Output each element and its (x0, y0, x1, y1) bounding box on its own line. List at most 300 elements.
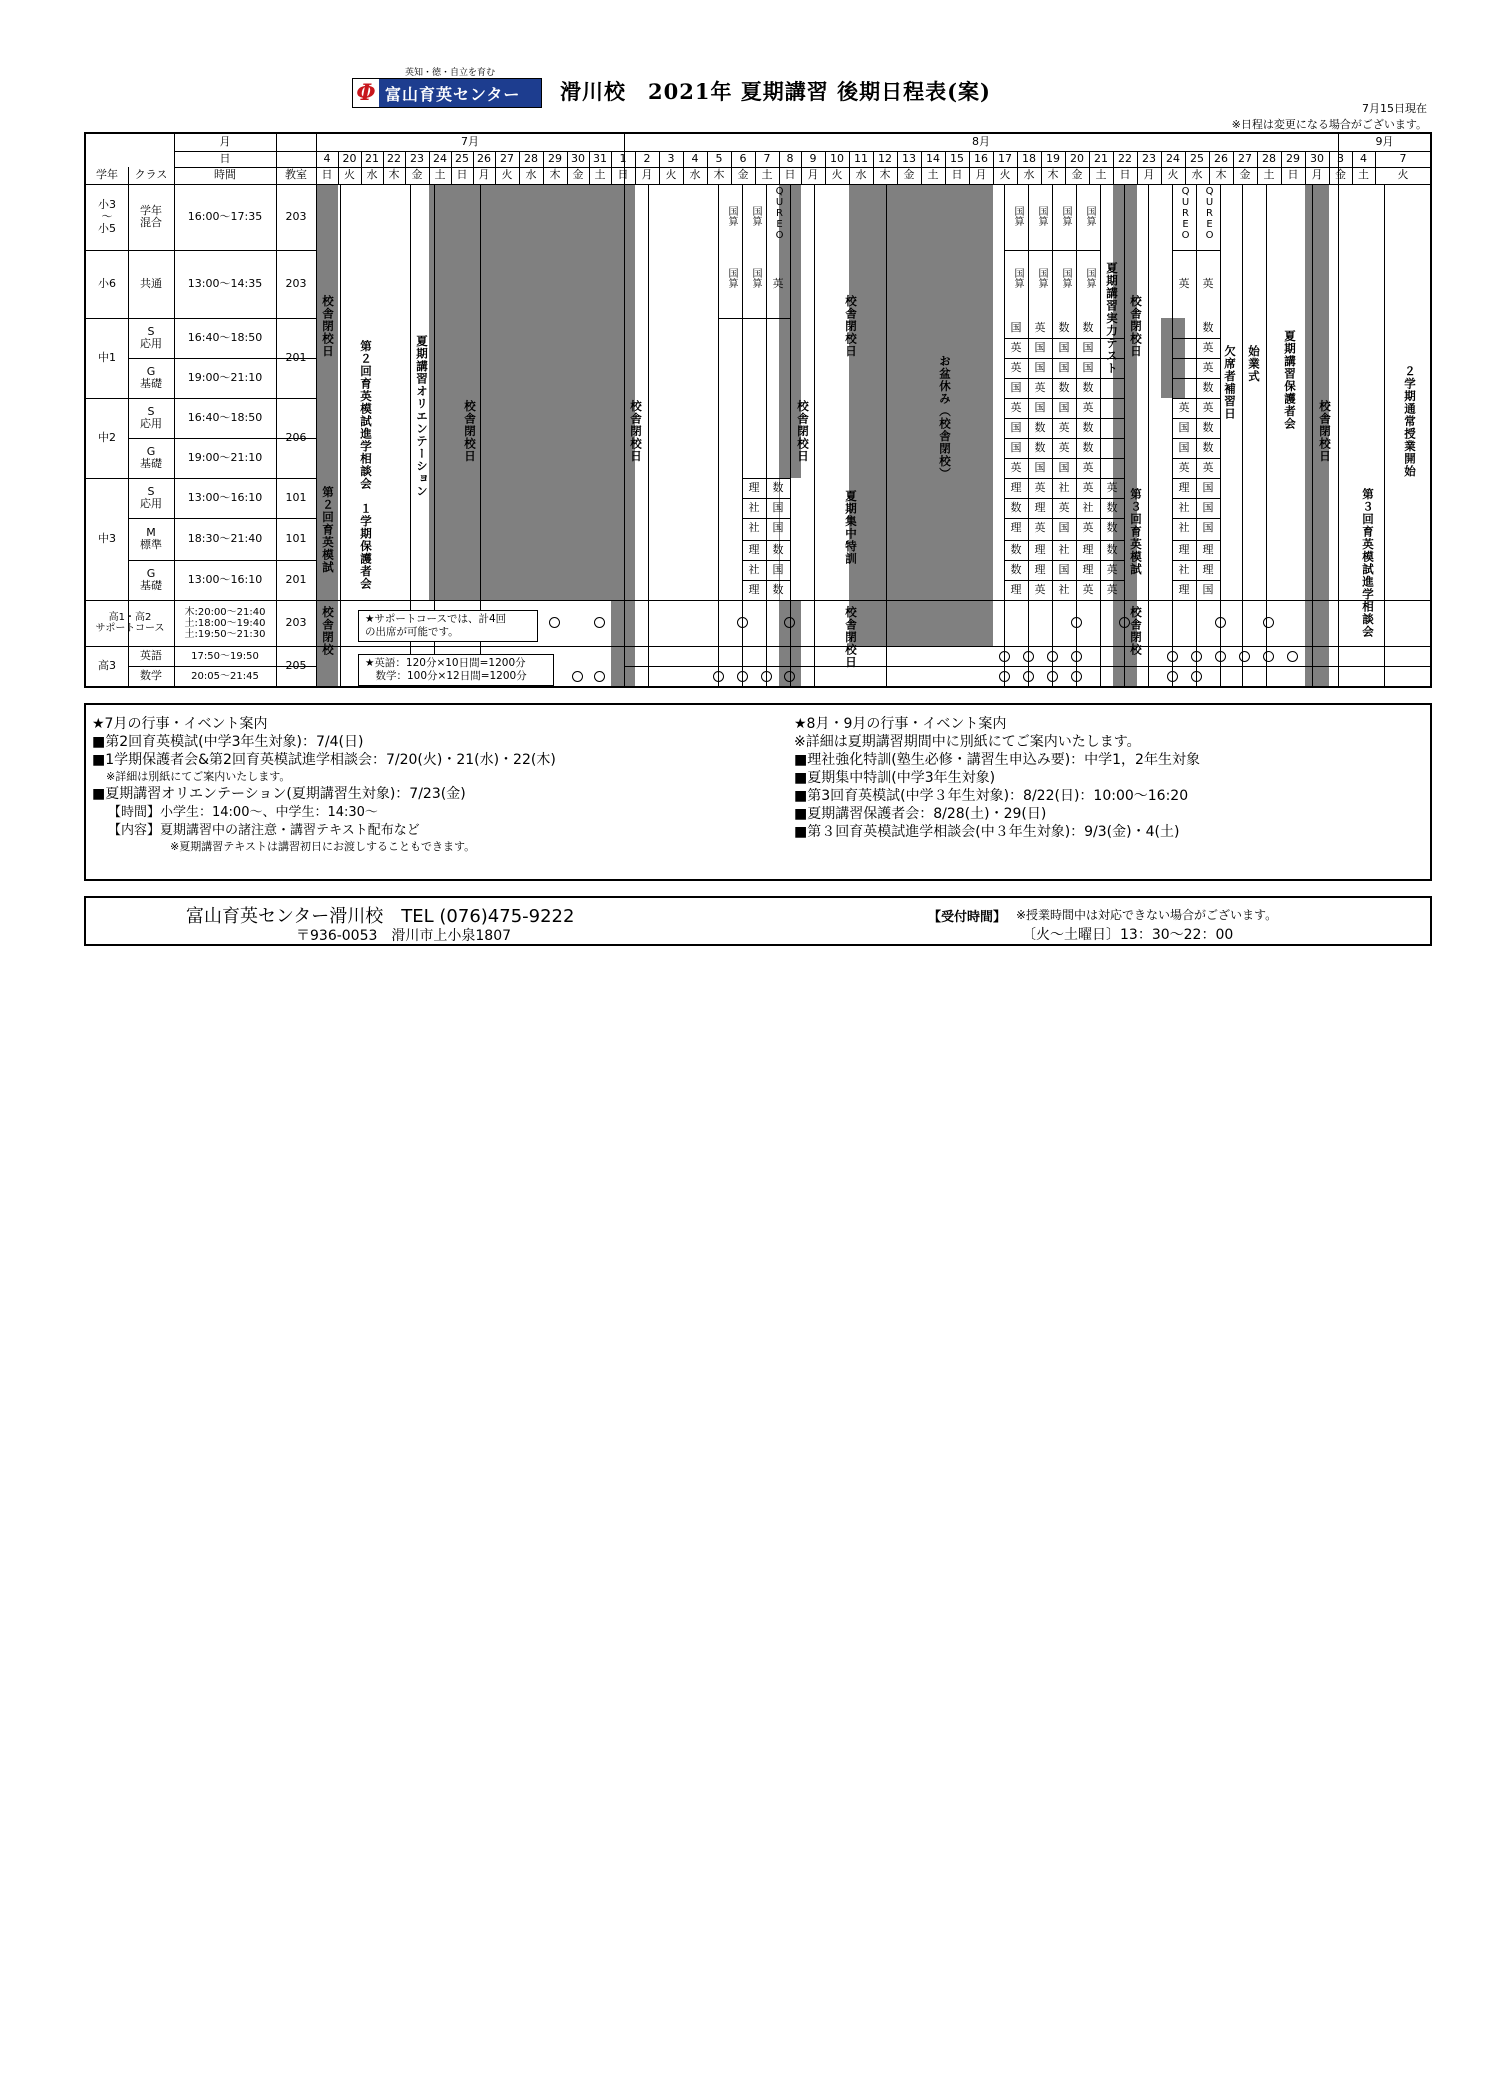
weekday: 金 (1239, 168, 1251, 182)
weekday: 日 (951, 168, 963, 182)
grid-line (1100, 184, 1101, 686)
attendance-circle (1119, 617, 1130, 628)
weekday: 火 (999, 168, 1011, 182)
weekday: 日 (617, 168, 629, 182)
closed-col-jul24 (429, 184, 451, 600)
weekday: 木 (1215, 168, 1227, 182)
class-label: 英語 (140, 648, 162, 662)
subject-cell: 数 (1106, 520, 1118, 534)
grid-line (316, 646, 1431, 647)
subject-cell: 理 (1082, 542, 1094, 556)
grid-line (766, 184, 767, 686)
obon-label: お盆休み（校舎閉校） (938, 355, 952, 480)
subject-cell: 国 (1082, 340, 1094, 354)
closed-col-jul25-31 (451, 184, 611, 600)
subject-cell: 国 (1202, 582, 1214, 596)
jitsuryoku-label: 夏期講習実力テスト (1105, 262, 1119, 375)
closed-day-label: 校舎閉校日 (321, 295, 335, 358)
subject-cell: 英 (772, 276, 784, 290)
attendance-circle (1071, 671, 1082, 682)
day-number: 18 (1022, 151, 1036, 165)
subject-cell: 理 (1178, 480, 1190, 494)
attendance-circle (784, 617, 795, 628)
room-number: 101 (285, 490, 307, 504)
subject-cell: 国算 (726, 268, 737, 288)
subject-cell: 英 (1082, 582, 1094, 596)
room-number: 203 (285, 615, 307, 629)
reception-hours: 〔火〜土曜日〕13：30〜22：00 (1022, 927, 1234, 943)
day-number: 19 (1046, 151, 1060, 165)
weekday: 水 (855, 168, 867, 182)
day-number: 13 (902, 151, 916, 165)
subject-cell: 国 (1010, 320, 1022, 334)
subject-cell: 数 (1106, 542, 1118, 556)
attendance-circle (737, 671, 748, 682)
month-label-aug: 8月 (972, 135, 990, 149)
quero-label: QUREO (1180, 186, 1191, 241)
day-number: 3 (1337, 151, 1344, 165)
subject-cell: 理 (748, 582, 760, 596)
subject-cell: 国算 (1012, 268, 1023, 288)
day-number: 20 (342, 151, 357, 165)
weekday: 月 (478, 168, 490, 182)
moshi2-label: 第２回育英模試 (321, 486, 335, 574)
day-number: 21 (1094, 151, 1108, 165)
attendance-circle (1215, 617, 1226, 628)
time-slot: 19:00〜21:10 (187, 450, 263, 464)
attendance-circle (761, 671, 772, 682)
quero-label: QUREO (1204, 186, 1215, 241)
grid-line (1004, 250, 1100, 251)
day-number: 4 (1360, 151, 1367, 165)
attendance-circle (1071, 651, 1082, 662)
weekday: 金 (411, 168, 423, 182)
subject-cell: 国 (772, 562, 784, 576)
attendance-circle (1071, 617, 1082, 628)
subject-cell: 国算 (726, 206, 737, 226)
subject-cell: 英 (1178, 460, 1190, 474)
weekday: 金 (1071, 168, 1083, 182)
attendance-circle (1023, 651, 1034, 662)
weekday: 木 (549, 168, 561, 182)
event-info-box (84, 703, 1432, 881)
subject-cell: 数 (1034, 420, 1046, 434)
subject-cell: 英 (1058, 500, 1070, 514)
weekday: 日 (456, 168, 468, 182)
subject-cell: 社 (1082, 500, 1094, 514)
subject-cell: 英 (1034, 380, 1046, 394)
class-label: S 応用 (140, 484, 162, 510)
subject-cell: 国算 (750, 268, 761, 288)
day-number: 1 (619, 151, 627, 165)
attendance-circle (549, 617, 560, 628)
time-slot: 18:30〜21:40 (187, 531, 263, 545)
july-item: ■第2回育英模試(中学3年生対象)：7/4(日) (92, 734, 364, 750)
room-number: 206 (285, 430, 307, 444)
subject-cell: 英 (1178, 276, 1190, 290)
subject-cell: 社 (748, 500, 760, 514)
subject-cell: 理 (1178, 582, 1190, 596)
room-number: 203 (285, 276, 307, 290)
aug-item: ■理社強化特訓(塾生必修・講習生申込み要)：中学1，2年生対象 (794, 752, 1200, 768)
weekday: 木 (879, 168, 891, 182)
attendance-circle (713, 671, 724, 682)
subject-cell: 英 (1202, 360, 1214, 374)
subject-cell: 数 (772, 480, 784, 494)
subject-cell: 英 (1010, 460, 1022, 474)
subject-cell: 社 (1178, 562, 1190, 576)
weekday: 土 (1095, 168, 1107, 182)
weekday: 火 (344, 168, 355, 182)
aug-item: ※詳細は夏期講習期間中に別紙にてご案内いたします。 (794, 734, 1141, 750)
subject-cell: 社 (748, 520, 760, 534)
day-number: 22 (387, 151, 401, 165)
closed-day-label: 校舎閉校日 (844, 295, 858, 358)
aug-item: ■第３回育英模試進学相談会(中３年生対象)：9/3(金)・4(土) (794, 824, 1180, 840)
time-slot: 16:00〜17:35 (187, 209, 263, 223)
hours-label: 【受付時間】 (928, 910, 1007, 925)
subject-cell: 国算 (1012, 206, 1023, 226)
subject-cell: 数 (1202, 440, 1214, 454)
weekday: 土 (594, 168, 606, 182)
subject-cell: 理 (1034, 542, 1046, 556)
subject-cell: 英 (1082, 400, 1094, 414)
day-number: 26 (477, 151, 491, 165)
weekday: 木 (713, 168, 725, 182)
time-slot: 木:20:00〜21:40 土:18:00〜19:40 土:19:50〜21:30 (184, 606, 266, 640)
weekday: 月 (1311, 168, 1323, 182)
subject-cell: 数 (1082, 320, 1094, 334)
grade-label: 小3 〜 小5 (98, 197, 116, 236)
weekday: 金 (572, 168, 584, 182)
subject-cell: 数 (1010, 542, 1022, 556)
room-number: 205 (285, 658, 307, 672)
day-number: 20 (1070, 151, 1084, 165)
subject-cell: 英 (1106, 582, 1118, 596)
attendance-circle (1287, 651, 1298, 662)
closed-day-label: 校舎閉校 (321, 606, 335, 656)
quero-label: QUREO (774, 186, 785, 241)
subject-cell: 国 (1010, 380, 1022, 394)
grid-line (790, 184, 791, 686)
subject-cell: 国算 (1036, 268, 1047, 288)
grid-line (1242, 184, 1243, 686)
logo-mark-icon: Φ (353, 79, 379, 107)
subject-cell: 国 (772, 500, 784, 514)
support-callout: ★サポートコースでは、計4回 の出席が可能です。 (358, 610, 538, 642)
weekday: 日 (784, 168, 796, 182)
subject-cell: 社 (1178, 520, 1190, 534)
weekday: 水 (1023, 168, 1035, 182)
subject-cell: 社 (1058, 480, 1070, 494)
july-time: 【時間】小学生：14:00〜、中学生：14:30〜 (108, 805, 378, 820)
time-slot: 13:00〜14:35 (187, 276, 263, 290)
subject-cell: 国 (1178, 420, 1190, 434)
shuchu-label: 夏期集中特訓 (844, 490, 858, 565)
day-number: 14 (926, 151, 940, 165)
aug-heading: ★8月・9月の行事・イベント案内 (794, 716, 1007, 732)
weekday: 金 (1335, 168, 1346, 182)
day-number: 25 (1190, 151, 1204, 165)
day-number: 25 (455, 151, 469, 165)
grid-line (316, 134, 317, 686)
subject-cell: 数 (1202, 320, 1214, 334)
subject-cell: 国 (1058, 460, 1070, 474)
hogosha2-label: 夏期講習保護者会 (1283, 330, 1297, 430)
subject-cell: 英 (1058, 440, 1070, 454)
attendance-circle (999, 671, 1010, 682)
subject-cell: 国算 (1036, 206, 1047, 226)
school-address: 〒936-0053 滑川市上小泉1807 (296, 928, 512, 944)
time-slot: 16:40〜18:50 (187, 410, 263, 424)
attendance-circle (1023, 671, 1034, 682)
subject-cell: 国算 (1084, 206, 1095, 226)
july-content: 【内容】夏期講習中の諸注意・講習テキスト配布など (108, 823, 420, 838)
grid-line (340, 184, 341, 686)
weekday: 土 (761, 168, 773, 182)
subject-cell: 数 (772, 582, 784, 596)
weekday: 火 (665, 168, 677, 182)
subject-cell: 数 (1202, 420, 1214, 434)
attendance-circle (1167, 671, 1178, 682)
aug-item: ■夏期集中特訓(中学3年生対象) (794, 770, 996, 786)
grade-label: 中3 (98, 531, 116, 545)
weekday: 金 (903, 168, 915, 182)
room-number: 203 (285, 209, 307, 223)
subject-cell: 国算 (1084, 268, 1095, 288)
attendance-circle (1215, 651, 1226, 662)
subject-cell: 国算 (1060, 268, 1071, 288)
attendance-circle (999, 651, 1010, 662)
class-header-label: クラス (134, 168, 168, 182)
subject-cell: 英 (1010, 360, 1022, 374)
closed-day-label: 校舎閉校日 (1129, 295, 1143, 358)
subject-cell: 国 (1082, 360, 1094, 374)
day-number: 5 (715, 151, 723, 165)
subject-cell: 国 (1202, 500, 1214, 514)
grid-line (624, 184, 625, 686)
weekday: 土 (927, 168, 939, 182)
attendance-circle (594, 671, 605, 682)
day-number: 27 (500, 151, 514, 165)
day-number: 10 (830, 151, 844, 165)
closed-day-label: 校舎閉校日 (844, 606, 858, 669)
subject-cell: 社 (1058, 542, 1070, 556)
time-slot: 19:00〜21:10 (187, 370, 263, 384)
subject-cell: 社 (1058, 582, 1070, 596)
page-title: 滑川校 2021年 夏期講習 後期日程表(案) (560, 79, 991, 104)
subject-cell: 英 (1034, 320, 1046, 334)
subject-cell: 数 (1082, 380, 1094, 394)
weekday: 火 (501, 168, 513, 182)
class-label: M 標準 (140, 525, 162, 551)
room-number: 101 (285, 531, 307, 545)
month-header-label: 月 (219, 135, 231, 149)
weekday: 月 (807, 168, 819, 182)
weekday: 日 (1119, 168, 1131, 182)
attendance-circle (1167, 651, 1178, 662)
subject-cell: 理 (1178, 542, 1190, 556)
closed-day-label: 校舎閉校 (1129, 606, 1143, 656)
day-number: 7 (763, 151, 771, 165)
day-header-label: 日 (219, 151, 231, 165)
day-number: 6 (739, 151, 747, 165)
closed-day-label: 校舎閉校日 (1318, 400, 1332, 463)
weekday: 火 (1167, 168, 1179, 182)
grid-line (718, 184, 719, 686)
subject-cell: 英 (1034, 582, 1046, 596)
subject-cell: 英 (1082, 460, 1094, 474)
subject-cell: 英 (1082, 520, 1094, 534)
closed-day-label: 校舎閉校日 (463, 400, 477, 463)
hogosha-label: 第２回育英模試進学相談会 １学期保護者会 (359, 340, 373, 590)
grade-label: 中1 (98, 350, 116, 364)
school-contact: 富山育英センター滑川校 TEL (076)475-9222 (186, 906, 575, 927)
day-number: 29 (1286, 151, 1300, 165)
grade-label: 高3 (98, 658, 116, 672)
subject-cell: 国 (1034, 400, 1046, 414)
subject-cell: 国 (1058, 400, 1070, 414)
grid-line (742, 184, 743, 686)
schedule-table (84, 132, 1432, 688)
weekday: 火 (1397, 168, 1409, 182)
time-header-label: 時間 (214, 168, 236, 182)
obon-block (849, 184, 993, 646)
grid-line (1148, 184, 1149, 686)
subject-cell: 数 (1082, 420, 1094, 434)
weekday: 水 (689, 168, 701, 182)
day-number: 3 (667, 151, 675, 165)
weekday: 水 (366, 168, 378, 182)
class-label: S 応用 (140, 404, 162, 430)
h3-callout: ★英語：120分×10日間=1200分 数学：100分×12日間=1200分 (358, 654, 554, 686)
subject-cell: 数 (1202, 380, 1214, 394)
attendance-circle (1047, 671, 1058, 682)
weekday: 火 (831, 168, 843, 182)
subject-cell: 社 (748, 562, 760, 576)
subject-cell: 国 (1034, 340, 1046, 354)
class-label: 学年 混合 (140, 203, 162, 229)
day-number: 21 (365, 151, 379, 165)
day-number: 7 (1399, 151, 1407, 165)
hours-note: ※授業時間中は対応できない場合がございます。 (1016, 908, 1278, 922)
grid-line (1384, 184, 1385, 686)
subject-cell: 国算 (1060, 206, 1071, 226)
subject-cell: 理 (1010, 520, 1022, 534)
month-label-jul: 7月 (461, 135, 479, 149)
term2-label: ２学期通常授業開始 (1403, 365, 1417, 478)
attendance-circle (737, 617, 748, 628)
attendance-circle (572, 671, 583, 682)
weekday: 月 (975, 168, 987, 182)
kesseki-label: 欠席者補習日 (1223, 345, 1237, 420)
day-number: 16 (974, 151, 988, 165)
grid-line (814, 184, 815, 686)
time-slot: 13:00〜16:10 (187, 490, 263, 504)
subject-cell: 英 (1082, 480, 1094, 494)
july-item: ■夏期講習オリエンテーション(夏期講習生対象)：7/23(金) (92, 786, 466, 802)
weekday: 金 (737, 168, 749, 182)
subject-cell: 国 (1058, 562, 1070, 576)
day-number: 4 (691, 151, 699, 165)
subject-cell: 国 (1010, 420, 1022, 434)
logo-tagline: 英知・徳・自立を育む (405, 68, 496, 78)
day-number: 22 (1118, 151, 1132, 165)
subject-cell: 理 (748, 480, 760, 494)
day-number: 29 (548, 151, 562, 165)
aug-item: ■第3回育英模試(中学３年生対象)：8/22(日)：10:00〜16:20 (794, 788, 1189, 804)
day-number: 17 (998, 151, 1012, 165)
july-note: ※詳細は別紙にてご案内いたします。 (106, 770, 291, 783)
room-header-label: 教室 (285, 168, 307, 182)
orientation-label: 夏期講習オリエンテーション (415, 335, 429, 498)
logo-name: 富山育英センター (385, 84, 521, 104)
weekday: 土 (434, 168, 446, 182)
grid-line (1172, 250, 1220, 251)
subject-cell: 理 (1034, 500, 1046, 514)
attendance-circle (1191, 651, 1202, 662)
moshi3-label: 第３回育英模試 (1129, 488, 1143, 576)
weekday: 日 (1287, 168, 1299, 182)
subject-cell: 数 (1058, 320, 1070, 334)
weekday: 木 (1047, 168, 1059, 182)
grid-line (316, 600, 1431, 601)
subject-cell: 国 (1034, 360, 1046, 374)
weekday: 木 (388, 168, 400, 182)
subject-cell: 国算 (750, 206, 761, 226)
subject-cell: 国 (1034, 460, 1046, 474)
grid-line (648, 184, 649, 686)
subject-cell: 英 (1202, 400, 1214, 414)
grade-label: 中2 (98, 430, 116, 444)
july-heading: ★7月の行事・イベント案内 (92, 716, 268, 732)
grid-line (1124, 184, 1125, 686)
class-label: 共通 (140, 276, 162, 290)
subject-cell: 英 (1202, 460, 1214, 474)
subject-cell: 英 (1010, 400, 1022, 414)
class-label: G 基礎 (140, 566, 162, 592)
soudan3-label: 第３回育英模試進学相談会 (1361, 488, 1375, 638)
day-number: 24 (433, 151, 447, 165)
subject-cell: 英 (1010, 340, 1022, 354)
grid-line (886, 184, 887, 686)
weekday: 土 (1263, 168, 1275, 182)
attendance-circle (1239, 651, 1250, 662)
subject-cell: 英 (1034, 480, 1046, 494)
subject-cell: 数 (1106, 500, 1118, 514)
weekday: 日 (321, 168, 333, 182)
weekday: 月 (641, 168, 653, 182)
subject-cell: 国 (1178, 440, 1190, 454)
subject-cell: 理 (748, 542, 760, 556)
contact-footer (84, 896, 1432, 946)
grid-line (1338, 184, 1339, 686)
subject-cell: 英 (1202, 340, 1214, 354)
subject-cell: 国 (772, 520, 784, 534)
grid-line (1220, 184, 1221, 686)
subject-cell: 国 (1202, 520, 1214, 534)
subject-cell: 数 (1034, 440, 1046, 454)
as-of-date: 7月15日現在 (1362, 102, 1427, 115)
class-label: 数学 (140, 668, 162, 682)
subject-cell: 国 (1058, 360, 1070, 374)
grade-header-label: 学年 (96, 168, 118, 182)
day-number: 30 (571, 151, 585, 165)
subject-cell: 英 (1178, 400, 1190, 414)
day-number: 28 (1262, 151, 1276, 165)
subject-cell: 理 (1202, 542, 1214, 556)
day-number: 9 (809, 151, 817, 165)
